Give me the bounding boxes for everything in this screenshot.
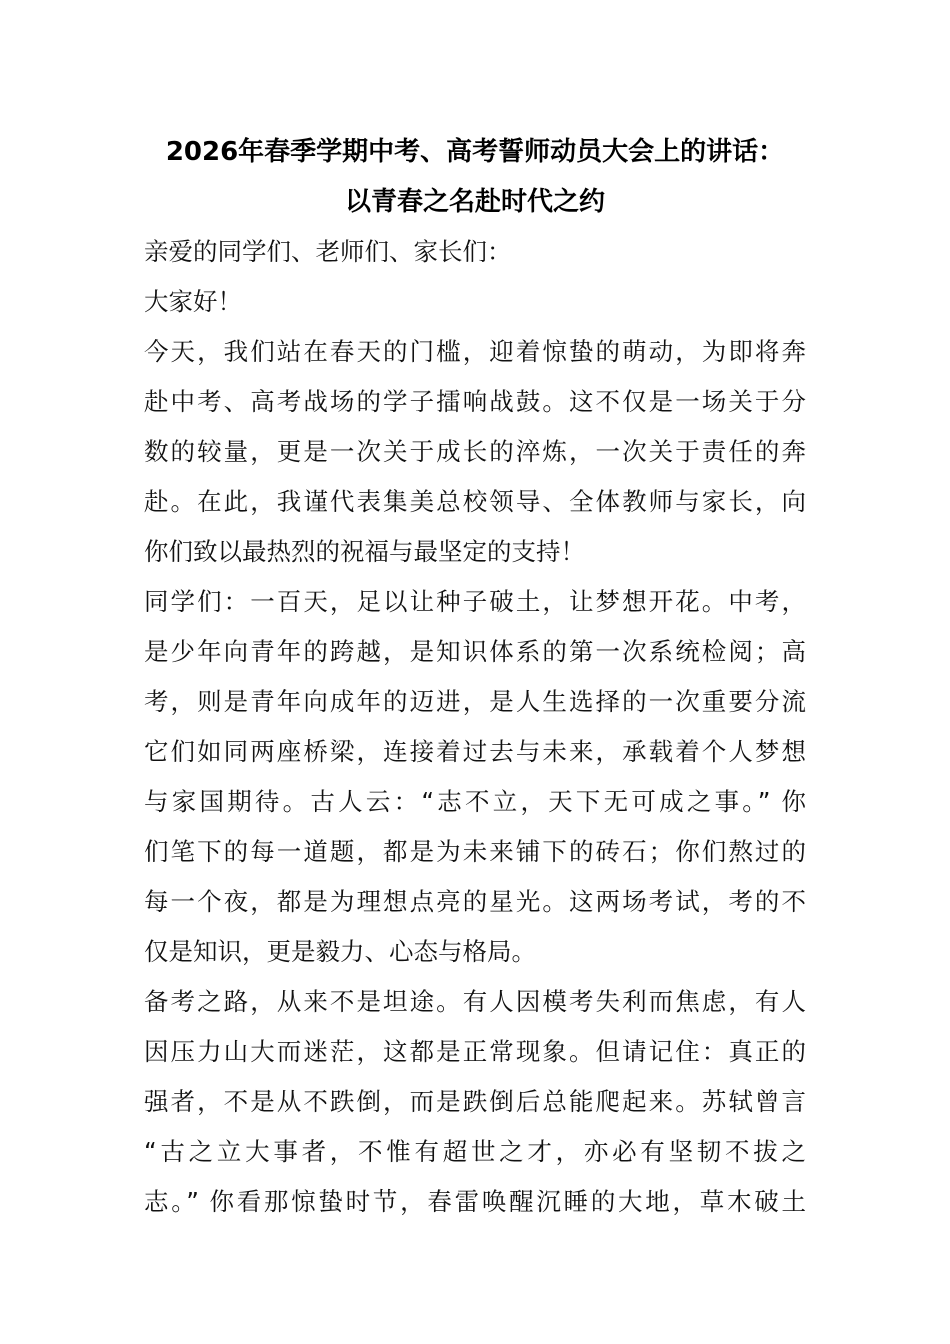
paragraph-3-line: 强者，不是从不跌倒，而是跌倒后总能爬起来。苏轼曾言 <box>144 1087 806 1116</box>
paragraph-1-line: 今天，我们站在春天的门槛，迎着惊蛰的萌动，为即将奔 <box>144 337 806 366</box>
paragraph-2-line: 考，则是青年向成年的迈进，是人生选择的一次重要分流 <box>144 687 806 716</box>
paragraph-2-line: 每一个夜，都是为理想点亮的星光。这两场考试，考的不 <box>144 887 806 916</box>
paragraph-2-line: 它们如同两座桥梁，连接着过去与未来，承载着个人梦想 <box>144 737 806 766</box>
paragraph-2-line: 是少年向青年的跨越，是知识体系的第一次系统检阅；高 <box>144 637 806 666</box>
paragraph-3-line: 志。” 你看那惊蛰时节，春雷唤醒沉睡的大地，草木破土 <box>144 1187 806 1216</box>
paragraph-1-line: 赴中考、高考战场的学子擂响战鼓。这不仅是一场关于分 <box>144 387 806 416</box>
title-line-2: 以青春之名赴时代之约 <box>344 187 605 217</box>
paragraph-3-line: 备考之路，从来不是坦途。有人因模考失利而焦虑，有人 <box>144 987 806 1016</box>
paragraph-1-line: 你们致以最热烈的祝福与最坚定的支持！ <box>144 537 585 566</box>
greeting-line: 亲爱的同学们、老师们、家长们： <box>144 237 512 266</box>
paragraph-2-line: 与家国期待。古人云：“志不立，天下无可成之事。” 你 <box>144 787 806 816</box>
paragraph-3-line: 因压力山大而迷茫，这都是正常现象。但请记住：真正的 <box>144 1037 806 1066</box>
paragraph-2-line: 们笔下的每一道题，都是为未来铺下的砖石；你们熬过的 <box>144 837 806 866</box>
paragraph-2-line: 同学们：一百天，足以让种子破土，让梦想开花。中考， <box>144 587 806 616</box>
paragraph-2-line: 仅是知识，更是毅力、心态与格局。 <box>144 937 536 966</box>
paragraph-1-line: 赴。在此，我谨代表集美总校领导、全体教师与家长，向 <box>144 487 806 516</box>
title-line-1: 2026年春季学期中考、高考誓师动员大会上的讲话： <box>165 137 785 167</box>
paragraph-3-line: “古之立大事者，不惟有超世之才，亦必有坚韧不拔之 <box>144 1137 806 1166</box>
paragraph-1-line: 数的较量，更是一次关于成长的淬炼，一次关于责任的奔 <box>144 437 806 466</box>
hello-line: 大家好！ <box>144 287 242 316</box>
